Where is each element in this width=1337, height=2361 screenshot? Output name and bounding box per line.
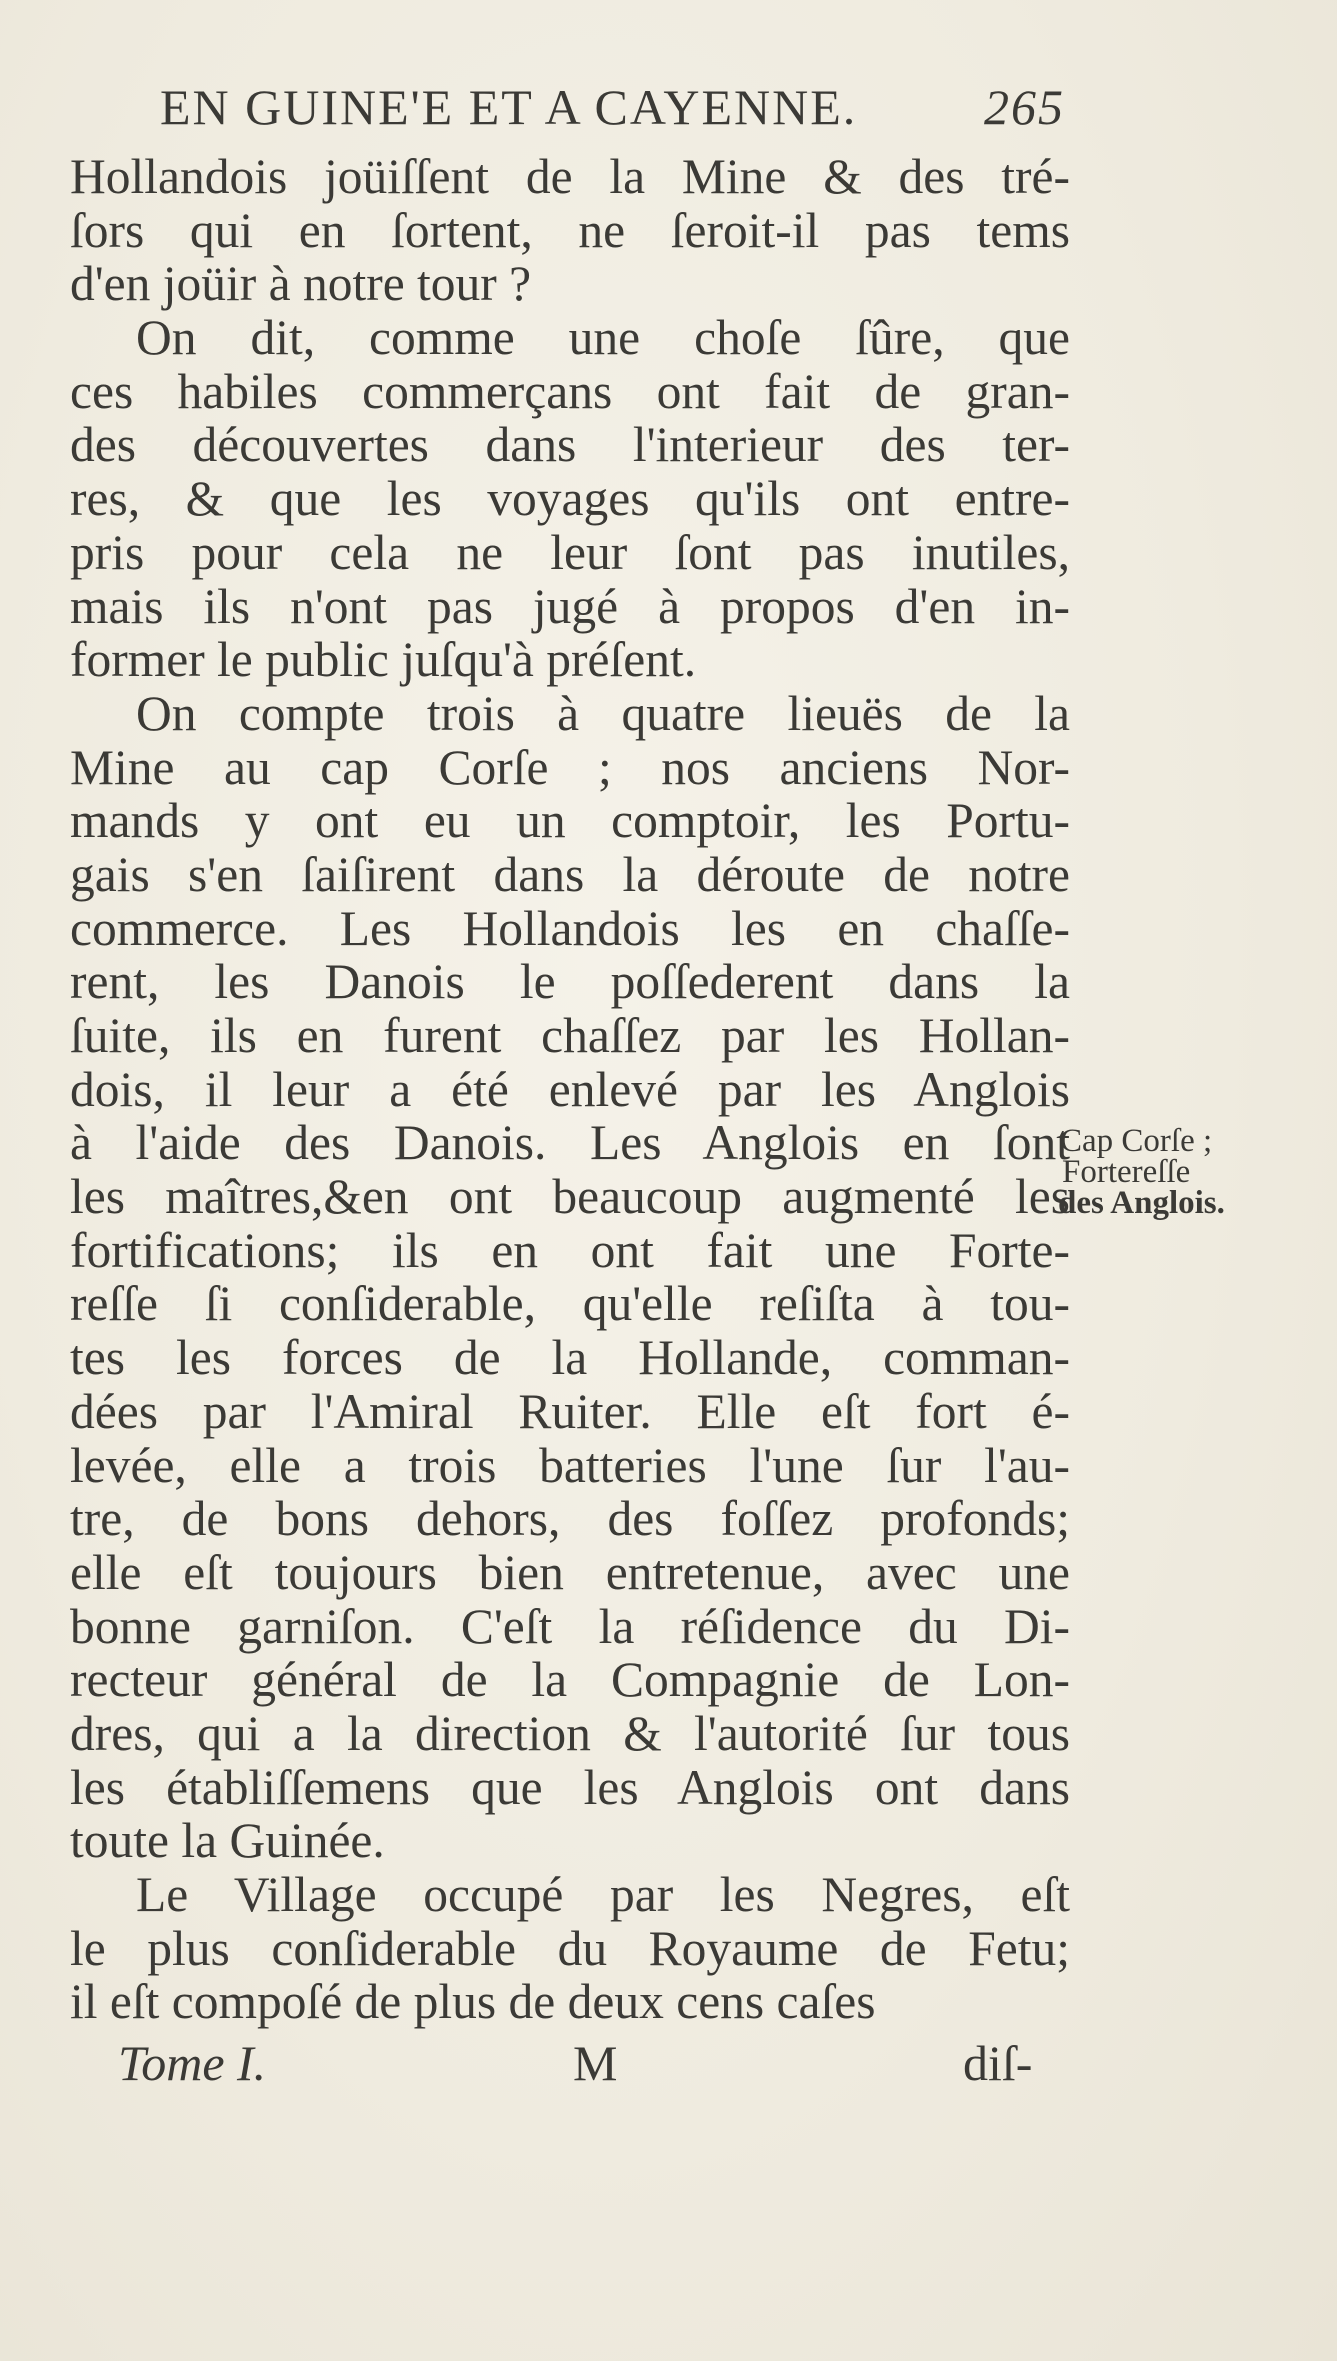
page-number: 265: [984, 79, 1065, 135]
text-line: le plus conſiderable du Royaume de Fetu;: [70, 1920, 1070, 1976]
text-line: les maîtres,&en ont beaucoup augmenté les: [70, 1169, 1070, 1225]
text-line: former le public juſqu'à préſent.: [70, 632, 697, 688]
running-header: [150, 78, 1080, 148]
text-line: reſſe ſi conſiderable, qu'elle reſiſta à tou-: [70, 1276, 1070, 1332]
text-line: On dit, comme une choſe ſûre, que: [136, 310, 1070, 366]
text-line: commerce. Les Hollandois les en chaſſe-: [70, 900, 1070, 956]
text-line: toute la Guinée.: [70, 1813, 385, 1869]
signature-mark: M: [573, 2035, 618, 2091]
text-line: dres, qui a la direction & l'autorité ſur tous: [70, 1705, 1070, 1761]
body-text: [70, 150, 1070, 2029]
text-line: des découvertes dans l'interieur des ter-: [70, 417, 1070, 473]
running-title: EN GUINE'E ET A CAYENNE.: [160, 79, 858, 135]
text-line: mais ils n'ont pas jugé à propos d'en in-: [70, 578, 1070, 634]
text-line: Le Village occupé par les Negres, eſt: [136, 1867, 1070, 1922]
text-line: tes les forces de la Hollande, comman-: [70, 1330, 1070, 1386]
text-line: mands y ont eu un comptoir, les Portu-: [70, 793, 1070, 849]
text-line: d'en joüir à notre tour ?: [70, 256, 532, 312]
page-footer: [118, 2034, 1048, 2094]
text-line: ces habiles commerçans ont fait de gran-: [70, 363, 1070, 419]
margin-note-line-1: Cap Corſe ;: [1060, 1123, 1213, 1159]
text-line: dées par l'Amiral Ruiter. Elle eſt fort é-: [70, 1383, 1070, 1439]
text-line: bonne garniſon. C'eſt la réſidence du Di-: [70, 1598, 1070, 1654]
text-line: res, & que les voyages qu'ils ont entre-: [70, 471, 1070, 527]
margin-note-line-2: Fortereſſe: [1062, 1154, 1191, 1190]
text-line: recteur général de la Compagnie de Lon-: [70, 1652, 1070, 1708]
catchword: diſ-: [963, 2035, 1033, 2091]
text-line: à l'aide des Danois. Les Anglois en ſont: [70, 1115, 1070, 1171]
margin-note: [1058, 1123, 1278, 1221]
text-line: fortifications; ils en ont fait une Forte-: [70, 1222, 1070, 1278]
volume-label: Tome I.: [118, 2035, 267, 2091]
text-line: levée, elle a trois batteries l'une ſur l'au-: [70, 1437, 1070, 1493]
text-line: tre, de bons dehors, des foſſez profonds;: [70, 1491, 1070, 1547]
text-line: ſuite, ils en furent chaſſez par les Hollan-: [70, 1008, 1070, 1063]
text-line: rent, les Danois le poſſederent dans la: [70, 954, 1070, 1010]
text-line: il eſt compoſé de plus de deux cens caſes: [70, 1974, 876, 2030]
text-line: ſors qui en ſortent, ne ſeroit-il pas tems: [70, 202, 1070, 258]
text-line: elle eſt toujours bien entretenue, avec une: [70, 1544, 1070, 1600]
text-line: Hollandois joüiſſent de la Mine & des tré-: [70, 149, 1070, 204]
text-line: dois, il leur a été enlevé par les Anglois: [70, 1061, 1070, 1117]
text-line: pris pour cela ne leur ſont pas inutiles,: [70, 524, 1070, 580]
text-line: On compte trois à quatre lieuës de la: [136, 685, 1070, 741]
text-line: les établiſſemens que les Anglois ont dans: [70, 1759, 1070, 1815]
margin-note-line-3: des Anglois.: [1058, 1185, 1225, 1221]
text-line: Mine au cap Corſe ; nos anciens Nor-: [70, 739, 1070, 795]
text-line: gais s'en ſaiſirent dans la déroute de notre: [70, 846, 1070, 902]
